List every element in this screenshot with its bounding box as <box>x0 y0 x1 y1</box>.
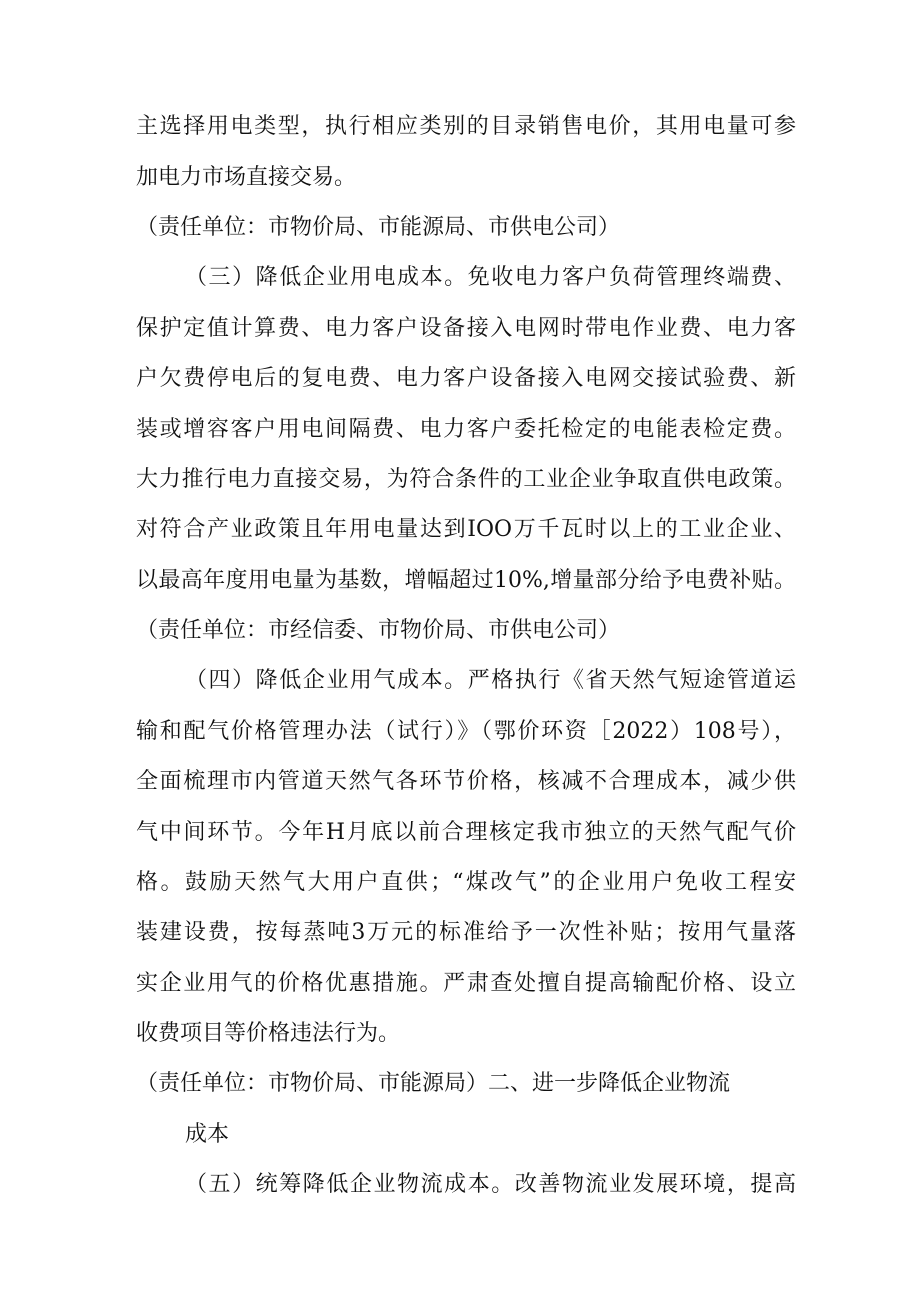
section-heading-line: （四）降低企业用气成本。严格执行《省天然气短途管道运 <box>185 668 796 693</box>
section-title-continuation: 成本 <box>185 1122 230 1147</box>
text-line: 大力推行电力直接交易，为符合条件的工业企业争取直供电政策。 <box>136 467 796 492</box>
section-heading-line: （五）统筹降低企业物流成本。改善物流业发展环境，提高 <box>185 1172 796 1197</box>
responsibility-line: （责任单位：市经信委、市物价局、市供电公司） <box>136 618 621 643</box>
text-line: 全面梳理市内管道天然气各环节价格，核减不合理成本，减少供 <box>136 769 796 794</box>
text-line: 装或增容客户用电间隔费、电力客户委托检定的电能表检定费。 <box>136 417 796 442</box>
text-line: 主选择用电类型，执行相应类别的目录销售电价，其用电量可参 <box>136 114 796 139</box>
section-heading-line: （三）降低企业用电成本。免收电力客户负荷管理终端费、 <box>185 265 796 290</box>
text-line: 实企业用气的价格优惠措施。严肃查处擅自提高输配价格、设立 <box>136 971 796 996</box>
text-line: 加电力市场直接交易。 <box>136 165 357 190</box>
text-line: 以最高年度用电量为基数，增幅超过10%,增量部分给予电费补贴。 <box>136 568 796 593</box>
text-line: 气中间环节。今年H月底以前合理核定我市独立的天然气配气价 <box>136 820 796 845</box>
text-line: 装建设费，按每蒸吨3万元的标准给予一次性补贴；按用气量落 <box>136 920 796 945</box>
text-line: 户欠费停电后的复电费、电力客户设备接入电网交接试验费、新 <box>136 366 796 391</box>
text-line: 格。鼓励天然气大用户直供；“煤改气”的企业用户免收工程安 <box>136 870 796 895</box>
text-line: 输和配气价格管理办法（试行）》（鄂价环资［2022）108号）， <box>136 719 796 744</box>
responsibility-line: （责任单位：市物价局、市能源局）二、进一步降低企业物流 <box>136 1071 731 1096</box>
responsibility-line: （责任单位：市物价局、市能源局、市供电公司） <box>136 215 621 240</box>
text-line: 收费项目等价格违法行为。 <box>136 1021 401 1046</box>
text-line: 对符合产业政策且年用电量达到IOO万千瓦时以上的工业企业、 <box>136 517 796 542</box>
text-line: 保护定值计算费、电力客户设备接入电网时带电作业费、电力客 <box>136 316 796 341</box>
